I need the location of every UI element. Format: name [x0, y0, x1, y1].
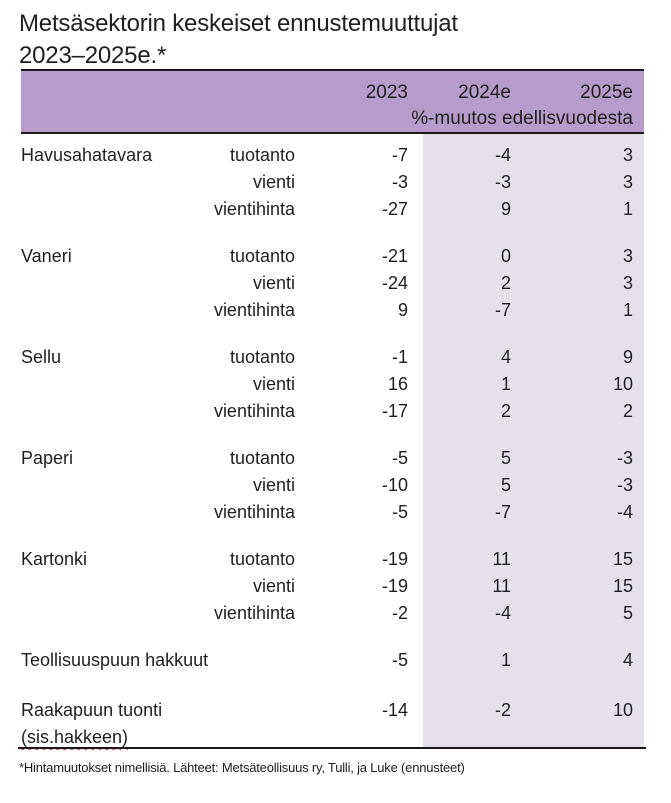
label-cell	[21, 270, 295, 297]
measure-label: vienti	[252, 172, 295, 192]
table-row	[21, 142, 644, 169]
commodity-label-wrap	[21, 546, 87, 573]
commodity-label-wrap	[21, 243, 72, 270]
label-cell	[21, 297, 295, 324]
label-cell	[21, 371, 295, 398]
label-cell	[21, 398, 295, 425]
commodity-label-wrap	[21, 142, 152, 169]
value-cell: 1	[622, 199, 633, 219]
label-cell	[21, 196, 295, 223]
value-cell: 16	[387, 374, 408, 394]
table-row	[21, 398, 644, 425]
value-cell: 9	[500, 199, 511, 219]
measure-label: vientihinta	[213, 502, 295, 522]
value-cell: -7	[494, 502, 511, 522]
value-cell: 9	[622, 347, 633, 367]
value-cell: -21	[381, 246, 408, 266]
value-cell: 10	[612, 700, 633, 720]
value-cell: -1	[391, 347, 408, 367]
commodity-label: Sellu	[21, 347, 62, 367]
value-cell: -2	[391, 603, 408, 623]
table-bottom-rule	[18, 747, 646, 749]
measure-label: vienti	[252, 374, 295, 394]
table-row	[21, 499, 644, 526]
unit-subtitle: %-muutos edellisvuodesta	[411, 108, 633, 129]
value-cell: -3	[616, 475, 633, 495]
footnote: *Hintamuutokset nimellisiä. Lähteet: Metsäteollisuus ry, Tulli, ja Luke (ennusteet)	[19, 760, 465, 775]
value-cell: 2	[500, 273, 511, 293]
table-row	[21, 445, 644, 472]
commodity-label-wrap	[21, 647, 208, 674]
column-header-2024e: 2024e	[458, 81, 511, 103]
table-row	[21, 573, 644, 600]
label-cell	[21, 499, 295, 526]
page-title-line2: 2023–2025e.*	[19, 42, 167, 69]
table-row	[21, 600, 644, 627]
table-row	[21, 196, 644, 223]
commodity-label: Kartonki	[21, 549, 88, 569]
value-cell: -5	[391, 650, 408, 670]
commodity-label-wrap	[21, 697, 162, 751]
value-cell: -3	[494, 172, 511, 192]
measure-label: vientihinta	[213, 199, 295, 219]
value-cell: -5	[391, 448, 408, 468]
label-cell	[21, 573, 295, 600]
value-cell: 15	[612, 549, 633, 569]
label-cell	[21, 142, 295, 169]
value-cell: 0	[500, 246, 511, 266]
value-cell: 15	[612, 576, 633, 596]
value-cell: -14	[381, 700, 408, 720]
value-cell: 11	[492, 576, 511, 596]
value-cell: 10	[612, 374, 633, 394]
label-cell	[21, 647, 295, 674]
value-cell: 4	[500, 347, 511, 367]
commodity-label-wrap	[21, 445, 73, 472]
table-row	[21, 297, 644, 324]
value-cell: 4	[622, 650, 633, 670]
label-cell	[21, 243, 295, 270]
value-cell: 11	[492, 549, 511, 569]
table-row	[21, 371, 644, 398]
value-cell: 5	[500, 448, 511, 468]
measure-label: tuotanto	[229, 246, 295, 266]
value-cell: -4	[494, 603, 511, 623]
measure-label: tuotanto	[229, 145, 295, 165]
value-cell: 1	[500, 650, 511, 670]
commodity-label: Vaneri	[21, 246, 72, 266]
value-cell: -24	[381, 273, 408, 293]
value-cell: -3	[391, 172, 408, 192]
commodity-label: Raakapuun tuonti	[21, 700, 163, 720]
label-cell	[21, 344, 295, 371]
label-cell	[21, 445, 295, 472]
value-cell: 5	[500, 475, 511, 495]
label-cell	[21, 472, 295, 499]
label-cell	[21, 600, 295, 627]
value-cell: -17	[381, 401, 408, 421]
table-row	[21, 344, 644, 371]
table-row	[21, 169, 644, 196]
value-cell: 3	[622, 172, 633, 192]
value-cell: -4	[494, 145, 511, 165]
value-cell: 1	[500, 374, 511, 394]
label-cell	[21, 169, 295, 196]
table-row	[21, 697, 644, 747]
value-cell: 3	[622, 273, 633, 293]
value-cell: -5	[391, 502, 408, 522]
table-row	[21, 647, 644, 674]
value-cell: 5	[622, 603, 633, 623]
commodity-label: Teollisuuspuun hakkuut	[21, 650, 209, 670]
value-cell: -7	[391, 145, 408, 165]
measure-label: tuotanto	[229, 448, 295, 468]
value-cell: -19	[381, 549, 408, 569]
label-cell	[21, 697, 295, 747]
value-cell: -27	[381, 199, 408, 219]
table-row	[21, 546, 644, 573]
value-cell: 3	[622, 145, 633, 165]
value-cell: -3	[616, 448, 633, 468]
measure-label: vienti	[252, 273, 295, 293]
column-header-2025e: 2025e	[580, 81, 633, 103]
measure-label: vientihinta	[213, 401, 295, 421]
table-row	[21, 243, 644, 270]
table-row	[21, 270, 644, 297]
measure-label: tuotanto	[229, 549, 295, 569]
value-cell: 2	[500, 401, 511, 421]
measure-label: vienti	[252, 475, 295, 495]
commodity-label: Paperi	[21, 448, 74, 468]
measure-label: tuotanto	[229, 347, 295, 367]
table-row	[21, 472, 644, 499]
label-cell	[21, 546, 295, 573]
value-cell: 3	[622, 246, 633, 266]
page-title-line1: Metsäsektorin keskeiset ennustemuuttujat	[19, 10, 458, 37]
commodity-label-line2: (sis.hakkeen)	[21, 727, 129, 747]
value-cell: 2	[622, 401, 633, 421]
value-cell: -7	[494, 300, 511, 320]
value-cell: -19	[381, 576, 408, 596]
measure-label: vienti	[252, 576, 295, 596]
value-cell: -4	[616, 502, 633, 522]
value-cell: -10	[381, 475, 408, 495]
measure-label: vientihinta	[213, 603, 295, 623]
column-header-2023: 2023	[365, 81, 408, 103]
measure-label: vientihinta	[213, 300, 295, 320]
value-cell: 1	[622, 300, 633, 320]
value-cell: 9	[397, 300, 408, 320]
commodity-label-wrap	[21, 344, 61, 371]
commodity-label: Havusahatavara	[21, 145, 153, 165]
value-cell: -2	[494, 700, 511, 720]
